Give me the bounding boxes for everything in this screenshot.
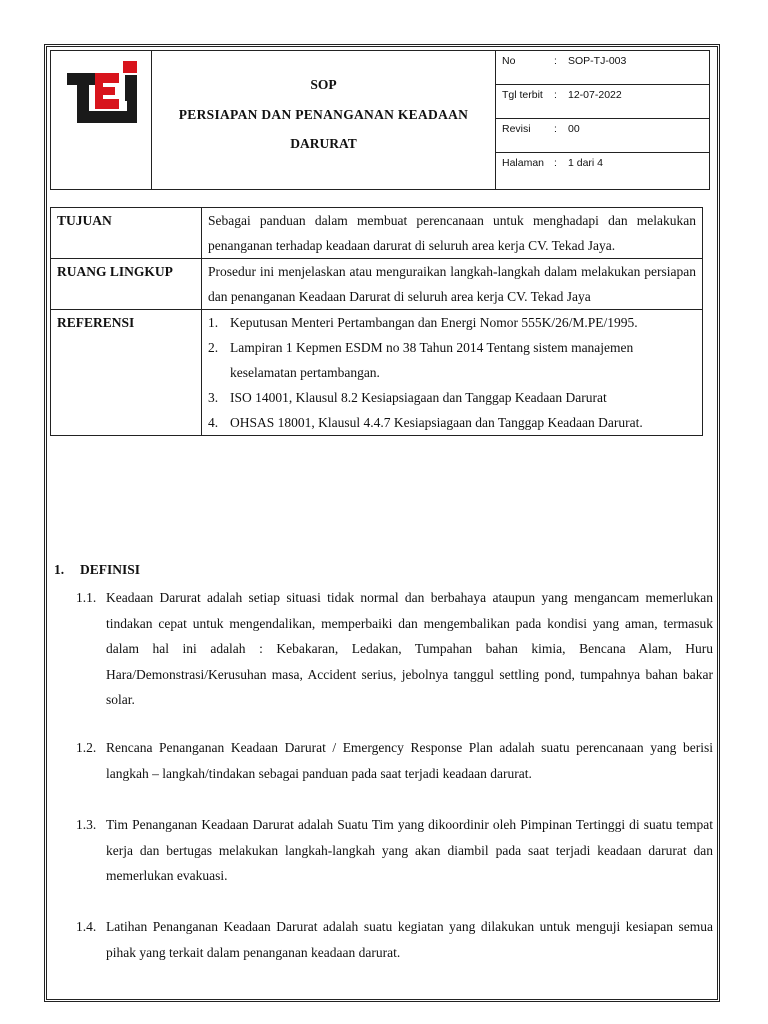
meta-row-no: No : SOP-TJ-003 xyxy=(495,50,710,85)
ruang-lingkup-text: Prosedur ini menjelaskan atau menguraikan langkah-langkah dalam melakukan persiapan dan penanganan Keadaan Darurat di seluruh area kerja CV. Tekad Jaya xyxy=(202,259,703,310)
document-header xyxy=(48,48,711,191)
referensi-item: 1. Keputusan Menteri Pertambangan dan Energi Nomor 555K/26/M.PE/1995. xyxy=(208,315,638,330)
ruang-lingkup-label: RUANG LINGKUP xyxy=(51,259,202,310)
meta-row-halaman: Halaman : 1 dari 4 xyxy=(495,152,710,190)
referensi-item: 3. ISO 14001, Klausul 8.2 Kesiapsiagaan dan Tanggap Keadaan Darurat xyxy=(208,390,607,405)
referensi-list xyxy=(202,310,703,436)
row-referensi xyxy=(51,310,703,436)
info-table xyxy=(50,207,703,436)
meta-row-tgl-terbit: Tgl terbit : 12-07-2022 xyxy=(495,84,710,119)
doc-title-line2: DARURAT xyxy=(290,136,357,151)
referensi-label: REFERENSI xyxy=(51,310,202,436)
tujuan-text: Sebagai panduan dalam membuat perencanaan untuk menghadapi dan melakukan penanganan terhadap keadaan darurat di seluruh area kerja CV. Tekad Jaya. xyxy=(202,208,703,259)
definition-item: 1.2. Rencana Penanganan Keadaan Darurat / Emergency Response Plan adalah suatu perencanaan yang berisi langkah – langkah/tindakan sebagai panduan pada saat terjadi keadaan darurat. xyxy=(76,740,713,781)
logo-cell xyxy=(50,50,152,190)
section-heading: 1. DEFINISI xyxy=(54,562,141,577)
definition-item: 1.4. Latihan Penanganan Keadaan Darurat adalah suatu kegiatan yang dilakukan untuk menguji kesiapan semua pihak yang terkait dalam penanganan keadaan darurat. xyxy=(76,919,713,960)
meta-row-revisi: Revisi : 00 xyxy=(495,118,710,153)
row-tujuan xyxy=(51,208,703,259)
tujuan-label: TUJUAN xyxy=(51,208,202,259)
row-ruang-lingkup xyxy=(51,259,703,310)
doc-title-line1: PERSIAPAN DAN PENANGANAN KEADAAN xyxy=(178,107,469,122)
doc-type: SOP xyxy=(310,77,337,92)
referensi-item: 2. Lampiran 1 Kepmen ESDM no 38 Tahun 2014 Tentang sistem manajemen keselamatan pertambangan. xyxy=(208,340,634,380)
definition-item: 1.3. Tim Penanganan Keadaan Darurat adalah Suatu Tim yang dikoordinir oleh Pimpinan Tertinggi di suatu tempat kerja dan bertugas melakukan langkah-langkah yang akan diambil pada saat terjadi keadaan darurat dan memerlukan evakuasi. xyxy=(76,817,713,883)
company-logo-icon xyxy=(65,61,145,127)
definition-item: 1.1. Keadaan Darurat adalah setiap situasi tidak normal dan berbahaya ataupun yang mengancam memerlukan tindakan cepat untuk mengendalikan, memperbaiki dan mengembalikan pada kondisi yang aman, termasuk dalam hal ini adalah : Kebakaran, Ledakan, Tumpahan bahan kimia, Bencana Alam, Huru Hara/Demonstrasi/Kerusuhan masa, Accident serius, jebolnya tanggul settling pond, tumpahnya bahan bakar solar. xyxy=(76,590,713,707)
referensi-item: 4. OHSAS 18001, Klausul 4.4.7 Kesiapsiagaan dan Tanggap Keadaan Darurat. xyxy=(208,415,643,430)
title-cell xyxy=(151,50,496,190)
